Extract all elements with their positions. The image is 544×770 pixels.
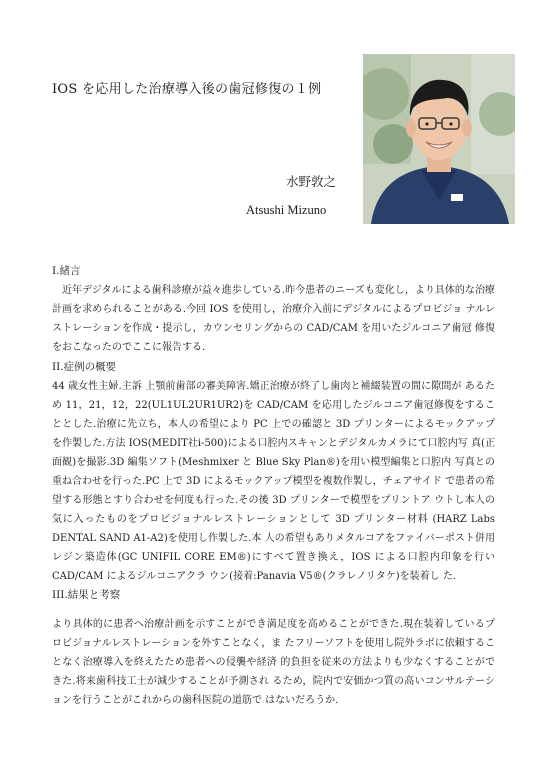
section-case-overview [52, 358, 495, 586]
section-heading: I.緒言 [52, 265, 81, 277]
section-heading: III.結果と考察 [52, 589, 121, 601]
author-name-en: Atsushi Mizuno [246, 203, 327, 217]
section-heading: II.症例の概要 [52, 361, 117, 373]
section-body: 44 歳女性主婦.主訴 上顎前歯部の審美障害.矯正治療が終了し歯肉と補綴装置の間に隙間が あるため 11，21，12，22(UL1UL2UR1UR2)を CAD/CAM を応用したジルコニア歯冠修復をするこ ととした.治療に先立ち，本人の希望により PC 上での確認と 3D プリンターによるモックアップ を作製した.方法 IOS(MEDIT社i-500)による口腔内スキャンとデジタルカメラにて口腔内写 真(正面観)を撮影.3D 編集ソフト(Meshmixer と Blue Sky Plan®)を用い模型編集と口腔内 写真との重ね合わせを行った.PC 上で 3D によるモックアップ模型を複数作製し，チェアサイド で患者の希望する形態とすり合わせを何度も行った.その後 3D プリンターで模型をプリントア ウトし本人の気に入ったものをプロビジョナルレストレーションとして 3D プリンター材料 (HARZ Labs DENTAL SAND A1-A2)を使用し作製した.本 人の希望もありメタルコアをファイバーポスト併用レジン築造体(GC UNIFIL CORE EM®)にすべて置き換え，IOS による口腔内印象を行い CAD/CAM によるジルコニアクラ ウン(接着:Panavia V5®(クラレノリタケ)を装着し た. [52, 381, 495, 582]
author-portrait-image [363, 54, 515, 224]
section-body: 近年デジタルによる歯科診療が益々進歩している.昨今患者のニーズも変化し，より具体的な治療計画を求められることがある.今回 IOS を使用し，治療介入前にデジタルによるプロビジョ ナルレストレーションを作成・提示し，カウンセリングからの CAD/CAM を用いたジルコニア歯冠 修復をおこなったのでここに報告する. [52, 285, 495, 353]
author-name-ja: 水野敦之 [286, 174, 337, 189]
paper-title: IOS を応用した治療導入後の歯冠修復の１例 [52, 82, 322, 97]
author-photo [363, 54, 515, 224]
section-body: より具体的に患者へ治療計画を示すことができ満足度を高めることができた.現在装着しているプロビジョナルレストレーションを外すことなく，ま たフリーソフトを使用し院外ラボに依頼することなく治療導入を終えたため患者への侵襲や経済 的負担を従来の方法よりも少なくすることができた.将来歯科技工士が減少することが予測され るため，院内で安価かつ質の高いコンサルテーションを行うことがこれからの歯科医院の道筋で はないだろうか. [52, 619, 495, 706]
section-results-discussion [52, 586, 495, 710]
section-introduction [52, 262, 495, 357]
